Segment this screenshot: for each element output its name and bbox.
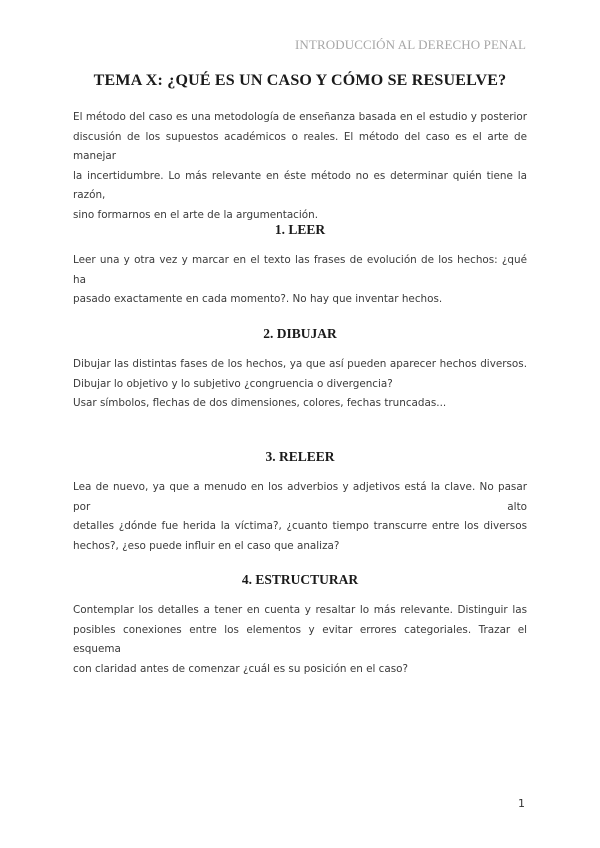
paragraph-line: la incertidumbre. Lo más relevante en éste método no es determinar quién tiene la razón,	[73, 169, 527, 202]
paragraph-line: sino formarnos en el arte de la argumentación.	[73, 208, 319, 221]
paragraph-line: El método del caso es una metodología de enseñanza basada en el estudio y posterior	[73, 111, 527, 123]
intro-paragraph	[73, 108, 527, 226]
paragraph-line: posibles conexiones entre los elementos y evitar errores categoriales. Trazar el esquema	[73, 623, 527, 656]
section-paragraph-releer	[73, 478, 527, 556]
section-paragraph-leer	[73, 251, 527, 310]
paragraph-line: con claridad antes de comenzar ¿cuál es su posición en el caso?	[73, 662, 409, 675]
paragraph-line: hechos?, ¿eso puede influir en el caso que analiza?	[73, 539, 340, 552]
paragraph-line: Lea de nuevo, ya que a menudo en los adverbios y adjetivos está la clave. No pasar por alto	[73, 481, 527, 513]
section-paragraph-dibujar	[73, 355, 527, 414]
paragraph-line: Usar símbolos, flechas de dos dimensiones, colores, fechas truncadas...	[73, 397, 447, 410]
running-header: INTRODUCCIÓN AL DERECHO PENAL	[295, 37, 526, 52]
paragraph-line: pasado exactamente en cada momento?. No hay que inventar hechos.	[73, 293, 443, 306]
paragraph-line: Contemplar los detalles a tener en cuenta y resaltar lo más relevante. Distinguir las	[73, 604, 527, 616]
section-heading-dibujar: 2. DIBUJAR	[263, 326, 337, 341]
section-paragraph-estructurar	[73, 601, 527, 679]
page-title: TEMA X: ¿QUÉ ES UN CASO Y CÓMO SE RESUELVE?	[93, 72, 507, 89]
paragraph-line: Dibujar lo objetivo y lo subjetivo ¿congruencia o divergencia?	[73, 377, 393, 390]
section-heading-estructurar: 4. ESTRUCTURAR	[241, 572, 359, 587]
section-heading-releer: 3. RELEER	[265, 449, 335, 464]
page-number: 1	[518, 797, 525, 810]
paragraph-line: discusión de los supuestos académicos o reales. El método del caso es el arte de manejar	[73, 130, 527, 163]
paragraph-line: Dibujar las distintas fases de los hechos, ya que así pueden aparecer hechos diversos.	[73, 358, 527, 370]
section-heading-leer: 1. LEER	[274, 222, 326, 237]
paragraph-line: detalles ¿dónde fue herida la víctima?, ¿cuanto tiempo transcurre entre los diversos	[73, 520, 527, 533]
paragraph-line: Leer una y otra vez y marcar en el texto las frases de evolución de los hechos: ¿qué ha	[73, 254, 527, 286]
